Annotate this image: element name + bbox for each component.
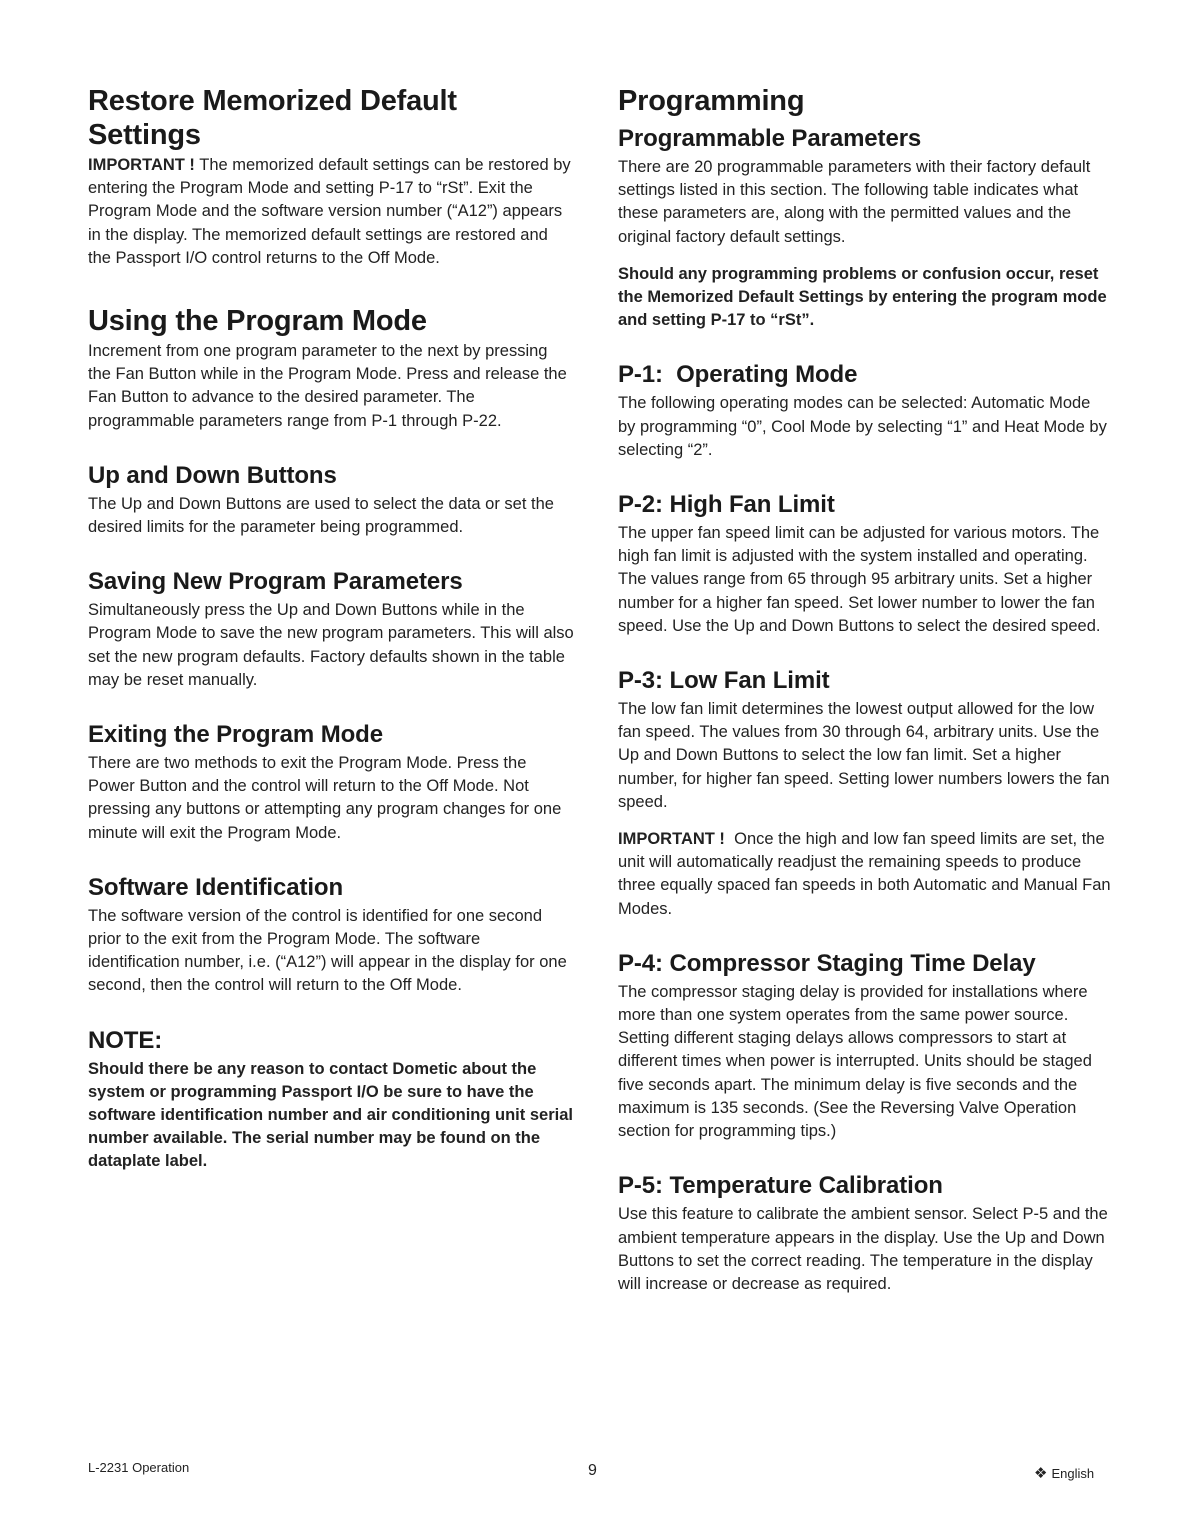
- software-title: Software Identification: [88, 873, 344, 901]
- p3-important-text: Once the high and low fan speed limits are set, the unit will automatically readjust the remaining speeds to produce three equally spaced fan speeds in both Automatic and Manual Fan Modes.: [618, 830, 1111, 918]
- restore-section: [88, 84, 574, 270]
- updown-section: [88, 461, 574, 539]
- diamond-cluster-icon: ❖: [1034, 1465, 1048, 1482]
- params-warning: Should any programming problems or confusion occur, reset the Memorized Default Settings by entering the program mode and setting P-17 to “rSt”.: [618, 264, 1107, 330]
- p5-section: [618, 1171, 1112, 1296]
- saving-title: Saving New Program Parameters: [88, 568, 463, 596]
- note-title: NOTE:: [88, 1026, 163, 1054]
- restore-important: IMPORTANT !: [88, 156, 195, 174]
- footer-doc-id: L-2231 Operation: [88, 1460, 190, 1475]
- p3-important-paragraph: [618, 828, 1112, 921]
- footer-language: [1034, 1464, 1094, 1482]
- restore-title: Restore Memorized Default Settings: [88, 85, 457, 151]
- note-text: Should there be any reason to contact Dometic about the system or programming Passport I/O be sure to have the software identification number and air conditioning unit serial number available. The serial number may be found on the dataplate label.: [88, 1059, 573, 1171]
- restore-text: [88, 154, 574, 270]
- p3-text: The low fan limit determines the lowest output allowed for the low fan speed. The values from 30 through 64, arbitrary units. Use the Up and Down Buttons to select the low fan limit. Set a higher number, for higher fan speed. Setting lower numbers lowers the fan speed.: [618, 700, 1110, 811]
- p2-text: The upper fan speed limit can be adjusted for various motors. The high fan limit is adjusted with the system installed and operating. The values range from 65 through 95 arbitrary units. Set a higher number for a higher fan speed. Set lower number to lower the fan speed. Use the Up and Down Buttons to select the desired speed.: [618, 524, 1101, 635]
- using-text: Increment from one program parameter to the next by pressing the Fan Button while in the Program Mode. Press and release the Fan Button to advance to the desired parameter. The programmable parameters range from P-1 through P-22.: [88, 342, 567, 430]
- exiting-text: There are two methods to exit the Program Mode. Press the Power Button and the control will return to the Off Mode. Not pressing any buttons or attempting any program changes for one minute will exit the Program Mode.: [88, 754, 562, 842]
- updown-title: Up and Down Buttons: [88, 461, 337, 489]
- p4-section: [618, 949, 1112, 1143]
- p1-title: P-1: Operating Mode: [618, 361, 858, 389]
- page-number: 9: [588, 1462, 597, 1479]
- p2-title: P-2: High Fan Limit: [618, 491, 835, 519]
- p3-important: IMPORTANT !: [618, 830, 725, 849]
- p4-text: The compressor staging delay is provided for installations where more than one system operates from the same power source. Setting different staging delays allows compressors to start at different times when power is interrupted. Units should be staged five seconds apart. The minimum delay is five seconds and the maximum is 135 seconds. (See the Reversing Valve Operation section for programming tips.): [618, 982, 1092, 1141]
- saving-section: [88, 567, 574, 692]
- p5-title: P-5: Temperature Calibration: [618, 1172, 943, 1200]
- software-section: [88, 873, 574, 998]
- language-label: English: [1051, 1466, 1095, 1481]
- p5-text: Use this feature to calibrate the ambient sensor. Select P-5 and the ambient temperature appears in the display. Use the Up and Down Buttons to set the correct reading. The temperature in the display will increase or decrease as required.: [618, 1205, 1108, 1293]
- exiting-title: Exiting the Program Mode: [88, 721, 383, 749]
- params-section: [618, 124, 1112, 332]
- p2-section: [618, 490, 1112, 638]
- params-text: There are 20 programmable parameters with their factory default settings listed in this section. The following table indicates what these parameters are, along with the permitted values and the original factory default settings.: [618, 158, 1091, 246]
- p4-title: P-4: Compressor Staging Time Delay: [618, 949, 1036, 977]
- exiting-section: [88, 720, 574, 845]
- p3-section: [618, 666, 1112, 921]
- p1-section: [618, 360, 1112, 462]
- note-section: [88, 1026, 574, 1174]
- params-title: Programmable Parameters: [618, 125, 922, 152]
- p3-title: P-3: Low Fan Limit: [618, 667, 830, 695]
- using-title: Using the Program Mode: [88, 305, 427, 338]
- saving-text: Simultaneously press the Up and Down Buttons while in the Program Mode to save the new program parameters. This will also set the new program defaults. Factory defaults shown in the table may be reset manually.: [88, 601, 574, 689]
- using-section: [88, 304, 574, 433]
- right-column: [618, 84, 1112, 1324]
- programming-title: Programming: [618, 85, 805, 117]
- updown-text: The Up and Down Buttons are used to select the data or set the desired limits for the parameter being programmed.: [88, 494, 554, 537]
- p1-text: The following operating modes can be selected: Automatic Mode by programming “0”, Cool Mode by selecting “1” and Heat Mode by selecting “2”.: [618, 394, 1107, 459]
- software-text: The software version of the control is identified for one second prior to the exit from the Program Mode. The software identification number, i.e. (“A12”) will appear in the display for one second, then the control will return to the Off Mode.: [88, 906, 567, 995]
- restore-body: The memorized default settings can be restored by entering the Program Mode and setting P-17 to “rSt”. Exit the Program Mode and the software version number (“A12”) appears in the display. The memorized default settings are restored and the Passport I/O control returns to the Off Mode.: [88, 156, 571, 267]
- left-column: [88, 84, 574, 1202]
